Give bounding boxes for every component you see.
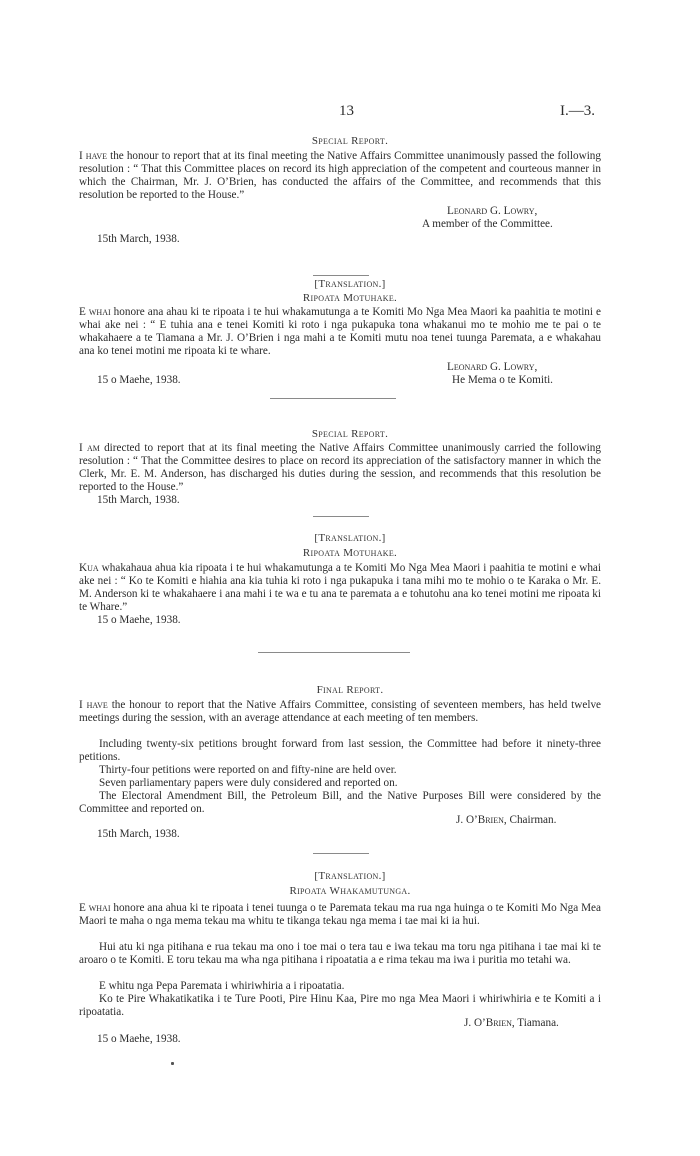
paragraph-text: the honour to report that the Native Affairs Committee, consisting of seventeen members, has held twelve meetings during the session, with an average attendance at each meeting of ten members. (79, 699, 602, 724)
signature-name: J. O’Brien, (464, 1017, 515, 1029)
lead-words: I have (79, 699, 108, 711)
divider-rule (313, 275, 369, 276)
section-heading: [Translation.] (314, 532, 386, 544)
section-subheading: Ripoata Motuhake. (302, 292, 398, 304)
paper-reference: I.—3. (560, 103, 595, 119)
lead-words: E whai (79, 306, 111, 318)
section-heading: Special Report. (311, 135, 389, 147)
section-paragraph: Thirty-four petitions were reported on and fifty-nine are held over. (99, 764, 397, 776)
signature-title: Chairman. (509, 814, 557, 826)
section-paragraph: E whitu nga Pepa Paremata i whiriwhiria a i ripoatatia. (99, 980, 345, 992)
section-paragraph (79, 699, 601, 725)
signature-title: He Mema o te Komiti. (452, 374, 553, 386)
section-paragraph (79, 306, 601, 358)
date-line: 15 o Maehe, 1938. (97, 374, 181, 386)
signature-line (456, 814, 556, 827)
section-paragraph (79, 902, 601, 928)
lead-words: I am (79, 442, 100, 454)
paragraph-text: the honour to report that at its final meeting the Native Affairs Committee unanimously passed the following resolution : “ That this Committee places on record its high appreciation of the competent and courteous manner in which the Chairman, Mr. J. O’Brien, has conducted the affairs of the Committee, and recommends that this resolution be reported to the House.” (79, 150, 601, 201)
paragraph-text: honore ana ahua ki te ripoata i tenei tuunga o te Paremata tekau ma rua nga huinga o te Komiti Mo Nga Mea Maori te maha o nga mema tekau ma whitu te tikanga tekau nga mema i tae mai ki ia hui. (79, 902, 601, 927)
divider-rule (270, 398, 396, 399)
section-heading: [Translation.] (314, 278, 386, 290)
section-paragraph (79, 150, 601, 202)
signature-line (464, 1017, 559, 1030)
section-paragraph: The Electoral Amendment Bill, the Petroleum Bill, and the Native Purposes Bill were considered by the Committee and reported on. (79, 790, 601, 815)
signature-name: Leonard G. Lowry, (447, 361, 538, 373)
divider-rule (313, 516, 369, 517)
date-line: 15 o Maehe, 1938. (97, 614, 181, 626)
section-paragraph: Ko te Pire Whakatikatika i te Ture Pooti, Pire Hinu Kaa, Pire mo nga Mea Maori i whiriwhiria e te Komiti a i ripoatatia. (79, 993, 601, 1018)
signature-title: Tiamana. (517, 1017, 559, 1029)
signature-name: J. O’Brien, (456, 814, 507, 826)
signature-name: Leonard G. Lowry, (447, 205, 538, 217)
date-line: 15th March, 1938. (97, 828, 180, 840)
section-paragraph: Including twenty-six petitions brought forward from last session, the Committee had before it ninety-three petitions. (79, 738, 601, 763)
section-paragraph (79, 562, 601, 614)
page-number: 13 (339, 103, 354, 119)
ink-mark (171, 1062, 174, 1065)
section-paragraph: Seven parliamentary papers were duly considered and reported on. (99, 777, 398, 789)
date-line: 15th March, 1938. (97, 233, 180, 245)
signature-title: A member of the Committee. (422, 218, 553, 230)
section-paragraph (79, 442, 601, 494)
paragraph-text: whakahaua ahua kia ripoata i te hui whakamutunga a te Komiti Mo Nga Mea Maori i paahitia te motini e whai ake nei : “ Ko te Komiti e hiahia ana kia tuhia ki roto i nga pukapuka i tana mihi mo te mohio o te Karaka o Mr. E. M. Anderson ki te whakahaere i ana mahi i te wa e tu ana te paremata a e tohutohu ana ko tenei motini me ripoata ki te Whare.” (79, 562, 601, 613)
paragraph-text: honore ana ahau ki te ripoata i te hui whakamutunga a te Komiti Mo Nga Mea Maori ka paahitia te motini e whai ake nei : “ E tuhia ana e tenei Komiti ki roto i nga pukapuka tona whakanui mo te mohio me te pai o te whakahaere a te Tiamana a Mr. J. O’Brien i nga mahi a te Komiti mutu noa tenei tuunga Paremata, a e whakahau ana ko tenei motini me ripoata ki te whare. (79, 306, 602, 357)
section-subheading: Ripoata Whakamutunga. (289, 885, 411, 897)
section-heading: Special Report. (311, 428, 389, 440)
lead-words: I have (79, 150, 107, 162)
section-heading: [Translation.] (314, 870, 386, 882)
section-heading: Final Report. (316, 684, 384, 696)
section-subheading: Ripoata Motuhake. (302, 547, 398, 559)
divider-rule (313, 853, 369, 854)
divider-rule (258, 652, 410, 653)
date-line: 15 o Maehe, 1938. (97, 1033, 181, 1045)
section-paragraph: Hui atu ki nga pitihana e rua tekau ma ono i toe mai o tera tau e iwa tekau ma toru nga pitihana i tae mai ki te aroaro o te Komiti. E toru tekau ma wha nga pitihana i ripoatatia a e rima tekau ma iwa i puritia mo tetahi wa. (79, 941, 601, 966)
lead-words: E whai (79, 902, 111, 914)
lead-words: Kua (79, 562, 99, 574)
date-line: 15th March, 1938. (97, 494, 180, 506)
paragraph-text: directed to report that at its final meeting the Native Affairs Committee unanimously carried the following resolution : “ That the Committee desires to place on record its appreciation of the satisfactory manner in which the Clerk, Mr. E. M. Anderson, has discharged his duties during the session, and recommends that this resolution be reported to the House.” (79, 442, 601, 493)
